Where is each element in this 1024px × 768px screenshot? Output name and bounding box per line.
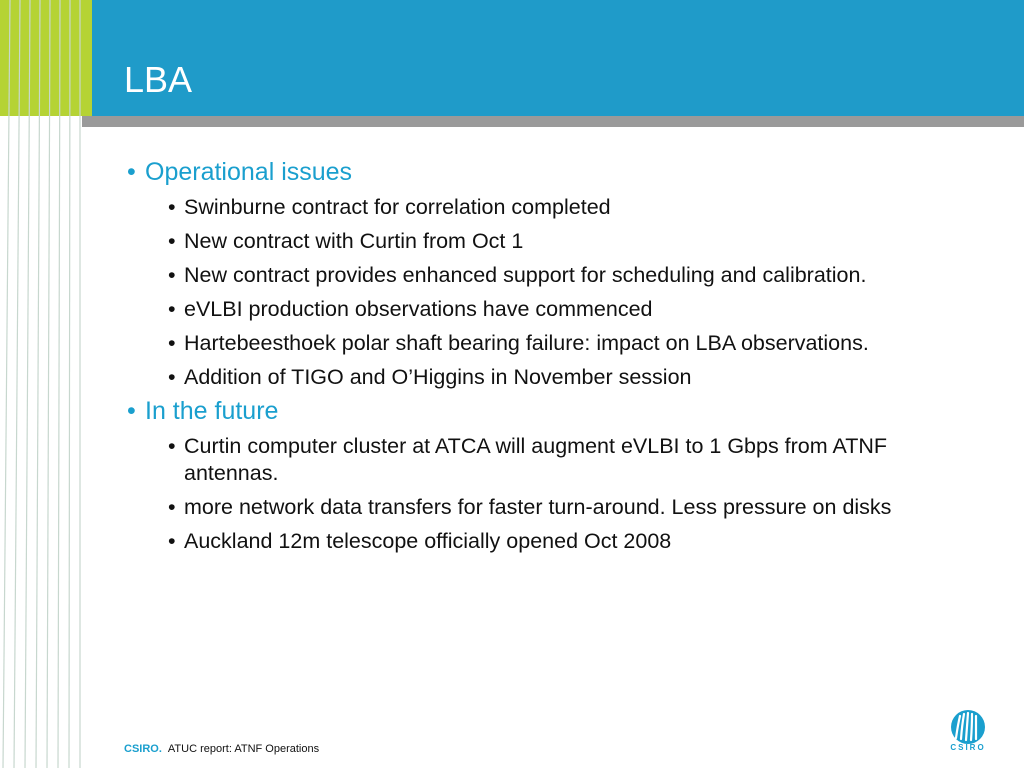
section-heading-text: Operational issues xyxy=(145,158,353,186)
decorative-stripes xyxy=(0,0,100,768)
bullet-icon: • xyxy=(168,495,176,519)
list-item xyxy=(127,296,947,323)
bullet-icon: • xyxy=(168,297,176,321)
bullet-icon: • xyxy=(127,158,136,186)
footer-brand: CSIRO. xyxy=(124,743,162,755)
header-divider xyxy=(82,116,1024,127)
bullet-icon: • xyxy=(127,397,136,425)
slide-content xyxy=(127,152,947,555)
bullet-icon: • xyxy=(168,195,176,219)
bullet-icon: • xyxy=(168,365,176,389)
list-item xyxy=(127,194,947,221)
list-item-text: Swinburne contract for correlation completed xyxy=(184,195,611,219)
bullet-icon: • xyxy=(168,434,176,458)
bullet-icon: • xyxy=(168,529,176,553)
list-item-text: Hartebeesthoek polar shaft bearing failure: impact on LBA observations. xyxy=(184,331,869,355)
section-heading-future xyxy=(127,396,947,426)
title-bar xyxy=(92,0,1024,116)
list-item xyxy=(127,228,947,255)
list-item-text: Curtin computer cluster at ATCA will augment eVLBI to 1 Gbps from ATNF antennas. xyxy=(184,434,888,485)
list-item-text: New contract provides enhanced support for scheduling and calibration. xyxy=(184,263,867,287)
list-item xyxy=(127,330,947,357)
logo-text: CSIRO xyxy=(950,743,986,752)
section-heading-operational xyxy=(127,157,947,187)
bullet-icon: • xyxy=(168,263,176,287)
list-item xyxy=(127,433,947,487)
footer xyxy=(124,743,319,755)
csiro-logo-icon xyxy=(946,708,990,760)
list-item-text: Addition of TIGO and O’Higgins in November session xyxy=(184,365,692,389)
list-item-text: Auckland 12m telescope officially opened Oct 2008 xyxy=(184,529,672,553)
bullet-icon: • xyxy=(168,229,176,253)
slide-title: LBA xyxy=(124,59,193,100)
list-item-text: New contract with Curtin from Oct 1 xyxy=(184,229,524,253)
list-item-text: eVLBI production observations have commenced xyxy=(184,297,653,321)
list-item xyxy=(127,364,947,391)
bullet-icon: • xyxy=(168,331,176,355)
list-item-text: more network data transfers for faster turn-around. Less pressure on disks xyxy=(184,495,892,519)
section-heading-text: In the future xyxy=(145,397,279,425)
list-item xyxy=(127,262,947,289)
list-item xyxy=(127,494,947,521)
footer-text: ATUC report: ATNF Operations xyxy=(167,743,320,755)
list-item xyxy=(127,528,947,555)
